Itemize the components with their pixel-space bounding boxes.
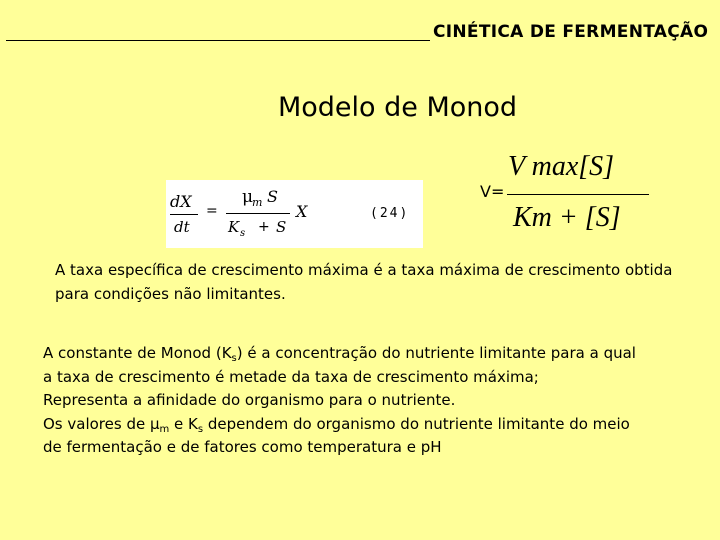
eq1-lhs-bar — [170, 214, 198, 215]
header-title: CINÉTICA DE FERMENTAÇÃO — [433, 22, 709, 42]
eq1-S2: S — [276, 218, 287, 236]
eq2-fraction-bar — [507, 194, 649, 195]
eq1-mu-subscript: m — [252, 196, 263, 209]
paragraph-max-rate: A taxa específica de crescimento máxima é a taxa máxima de crescimento obtida para condições não limitantes. — [55, 261, 673, 303]
para2-line2: a taxa de crescimento é metade da taxa de crescimento máxima; — [43, 367, 539, 386]
eq2-numerator: V max[S] — [508, 151, 615, 182]
eq1-plus: + — [258, 219, 270, 235]
slide-title: Modelo de Monod — [277, 92, 518, 123]
para2-line1: A constante de Monod $(K_s)$ é a concentração do nutriente limitante para a qual — [43, 344, 636, 364]
eq1-S: S — [267, 187, 278, 206]
eq1-equals: = — [206, 203, 218, 219]
eq1-K-subscript: s — [240, 228, 246, 239]
para2-line4: Os valores de $\mu_m$ e $K_s$ dependem do organismo do nutriente limitante do meio — [43, 414, 630, 435]
eq1-lhs-denominator: dt — [174, 218, 190, 236]
eq1-mu: μ — [242, 187, 254, 207]
para2-line3: Representa a afinidade do organismo para o nutriente. — [43, 391, 456, 409]
eq1-lhs-numerator: dX — [170, 192, 192, 211]
para2-line5: de fermentação e de fatores como temperatura e pH — [43, 438, 442, 456]
eq1-X: X — [296, 202, 308, 221]
monod-growth-equation — [166, 180, 423, 248]
velocity-label: V= — [480, 182, 505, 201]
eq1-K: K — [228, 218, 240, 236]
eq1-main-bar — [226, 213, 290, 214]
eq2-denominator: Km + [S] — [513, 202, 621, 233]
paragraph-monod-constant — [43, 342, 703, 460]
eq1-number: (24) — [370, 206, 410, 221]
header-rule — [6, 40, 430, 41]
